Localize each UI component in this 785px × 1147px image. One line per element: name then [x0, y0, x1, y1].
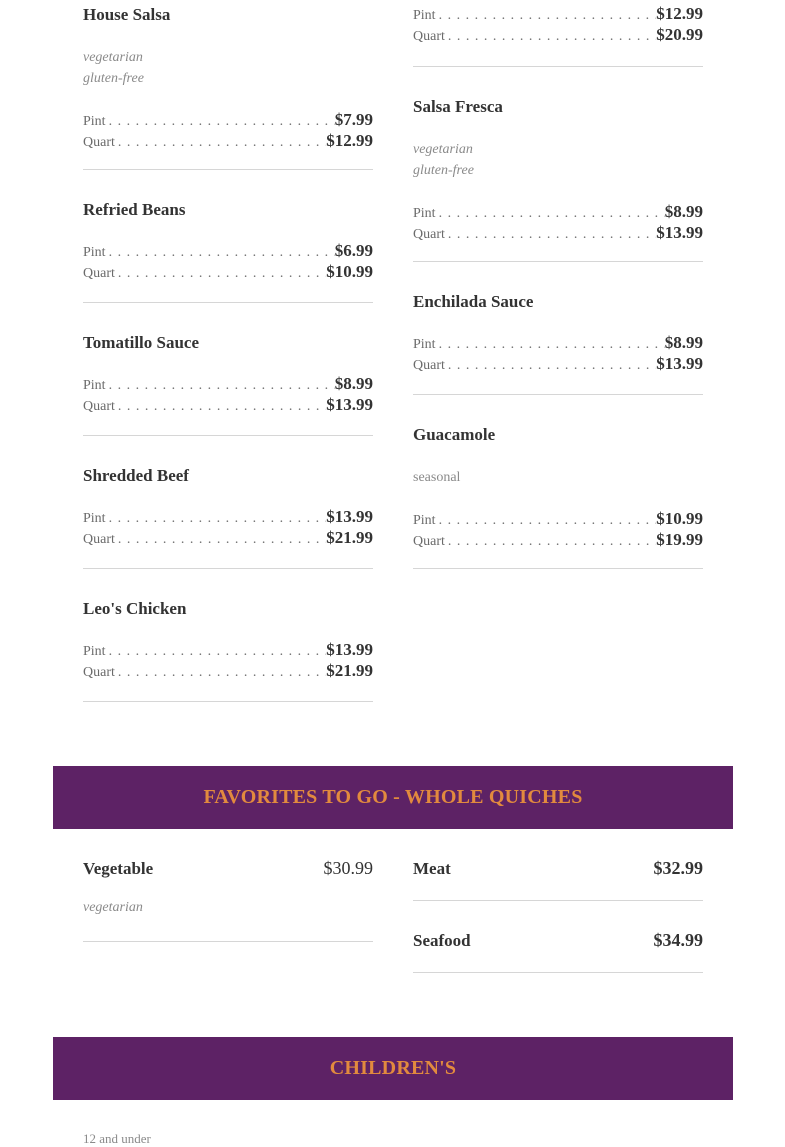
dot-leader — [445, 355, 656, 376]
price-value: $12.99 — [656, 4, 703, 23]
size-label: Quart — [83, 532, 115, 547]
dot-leader — [445, 26, 656, 47]
price-row-pint — [83, 240, 373, 261]
dot-leader — [436, 5, 657, 26]
item-name: Refried Beans — [83, 200, 186, 219]
price-row-pint — [83, 639, 373, 660]
section-title: FAVORITES TO GO - WHOLE QUICHES — [203, 786, 583, 808]
price-value: $34.99 — [653, 930, 703, 950]
price-value: $13.99 — [656, 223, 703, 242]
price-value: $7.99 — [334, 110, 373, 129]
size-label: Pint — [413, 513, 436, 528]
divider — [413, 261, 703, 262]
price-row-pint — [413, 332, 703, 353]
price-value: $13.99 — [656, 354, 703, 373]
price-row-pint — [413, 508, 703, 529]
dot-leader — [106, 641, 327, 662]
menu-item-seafood-quiche — [413, 930, 703, 951]
age-note: 12 and under — [83, 1131, 151, 1146]
price-value: $30.99 — [323, 858, 373, 878]
price-row-pint — [413, 3, 703, 24]
price-value: $19.99 — [656, 530, 703, 549]
menu-item-enchilada-sauce — [413, 292, 703, 374]
dot-leader — [115, 263, 326, 284]
menu-item-vegetable-quiche — [83, 858, 373, 918]
price-value: $6.99 — [334, 241, 373, 260]
item-name: Leo's Chicken — [83, 599, 187, 618]
size-label: Pint — [413, 8, 436, 23]
item-name: Seafood — [413, 931, 471, 950]
divider — [413, 66, 703, 67]
item-name: Vegetable — [83, 859, 154, 878]
size-label: Pint — [83, 511, 106, 526]
size-label: Quart — [413, 227, 445, 242]
price-value: $20.99 — [656, 25, 703, 44]
divider — [413, 900, 703, 901]
size-label: Quart — [83, 266, 115, 281]
dietary-tag: gluten-free — [83, 71, 144, 86]
item-name: Salsa Fresca — [413, 97, 503, 116]
menu-item-house-salsa — [83, 5, 373, 151]
dot-leader — [106, 242, 335, 263]
size-label: Quart — [83, 665, 115, 680]
divider — [83, 701, 373, 702]
price-row-quart — [413, 353, 703, 374]
dot-leader — [445, 531, 656, 552]
item-name: Tomatillo Sauce — [83, 333, 200, 352]
price-row-quart — [83, 660, 373, 681]
size-label: Pint — [83, 114, 106, 129]
dot-leader — [115, 662, 326, 683]
price-value: $13.99 — [326, 395, 373, 414]
price-value: $21.99 — [326, 661, 373, 680]
dot-leader — [445, 224, 656, 245]
dietary-tag: vegetarian — [413, 142, 473, 157]
price-row-pint — [83, 506, 373, 527]
dietary-tag: vegetarian — [83, 50, 143, 65]
dot-leader — [106, 375, 335, 396]
dietary-tag: gluten-free — [413, 163, 474, 178]
dot-leader — [115, 529, 326, 550]
dietary-tag: vegetarian — [83, 900, 143, 915]
price-row-quart — [413, 24, 703, 45]
menu-item-meat-quiche — [413, 858, 703, 879]
price-value: $13.99 — [326, 507, 373, 526]
price-value: $8.99 — [664, 333, 703, 352]
divider — [83, 169, 373, 170]
divider — [83, 435, 373, 436]
menu-item-salsa-fresca — [413, 97, 703, 243]
menu-item-shredded-beef — [83, 466, 373, 548]
price-row-pint — [413, 201, 703, 222]
size-label: Quart — [413, 358, 445, 373]
divider — [413, 972, 703, 973]
price-value: $8.99 — [334, 374, 373, 393]
price-value: $13.99 — [326, 640, 373, 659]
size-label: Pint — [83, 245, 106, 260]
item-name: Guacamole — [413, 425, 496, 444]
divider — [413, 394, 703, 395]
price-value: $8.99 — [664, 202, 703, 221]
menu-item-leos-chicken — [83, 599, 373, 681]
price-value: $12.99 — [326, 131, 373, 150]
price-row-pint — [83, 373, 373, 394]
price-value: $21.99 — [326, 528, 373, 547]
item-name: Meat — [413, 859, 451, 878]
section-banner-childrens — [53, 1037, 733, 1100]
price-row-quart — [83, 130, 373, 151]
dot-leader — [115, 396, 326, 417]
section-banner-quiches — [53, 766, 733, 829]
dot-leader — [436, 334, 665, 355]
dot-leader — [115, 132, 326, 153]
price-value: $10.99 — [656, 509, 703, 528]
price-row-quart — [413, 222, 703, 243]
divider — [83, 941, 373, 942]
size-label: Pint — [413, 337, 436, 352]
item-name: Enchilada Sauce — [413, 292, 534, 311]
availability-tag: seasonal — [413, 470, 461, 485]
size-label: Quart — [413, 29, 445, 44]
price-row-quart — [413, 529, 703, 550]
menu-item-tomatillo-sauce — [83, 333, 373, 415]
size-label: Pint — [83, 378, 106, 393]
size-label: Quart — [413, 534, 445, 549]
menu-item-partial — [413, 3, 703, 45]
menu-item-refried-beans — [83, 200, 373, 282]
price-value: $10.99 — [326, 262, 373, 281]
menu-item-guacamole — [413, 425, 703, 550]
dot-leader — [436, 203, 665, 224]
item-name: House Salsa — [83, 5, 171, 24]
size-label: Pint — [83, 644, 106, 659]
size-label: Quart — [83, 399, 115, 414]
divider — [83, 568, 373, 569]
dot-leader — [106, 508, 327, 529]
dot-leader — [436, 510, 657, 531]
size-label: Quart — [83, 135, 115, 150]
price-row-quart — [83, 394, 373, 415]
divider — [413, 568, 703, 569]
size-label: Pint — [413, 206, 436, 221]
price-value: $32.99 — [653, 858, 703, 878]
item-name: Shredded Beef — [83, 466, 189, 485]
divider — [83, 302, 373, 303]
price-row-quart — [83, 261, 373, 282]
section-title: CHILDREN'S — [329, 1057, 457, 1079]
dot-leader — [106, 111, 335, 132]
price-row-quart — [83, 527, 373, 548]
price-row-pint — [83, 109, 373, 130]
